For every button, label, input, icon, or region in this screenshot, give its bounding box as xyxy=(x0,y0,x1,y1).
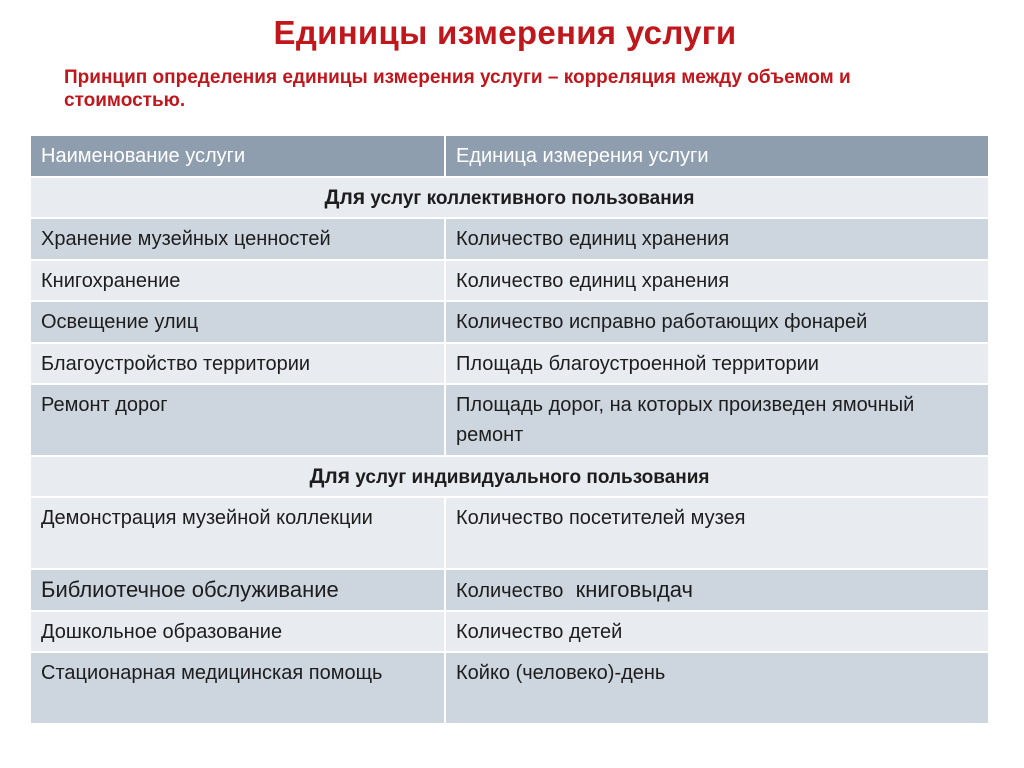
unit-rest: книговыдач xyxy=(563,577,694,602)
service-name: Ремонт дорог xyxy=(41,394,168,416)
page-title: Единицы измерения услуги xyxy=(273,14,737,51)
service-unit: Количество единиц хранения xyxy=(456,228,730,250)
table-row xyxy=(30,343,989,384)
section-title: услуг коллективного пользования xyxy=(365,187,695,209)
service-name: Демонстрация музейной коллекции xyxy=(41,507,373,529)
table-row xyxy=(30,218,989,260)
service-unit: Площадь благоустроенной территории xyxy=(456,353,819,375)
service-name: Библиотечное обслуживание xyxy=(41,577,339,602)
table-row xyxy=(30,611,989,652)
service-unit: Количество посетителей музея xyxy=(456,507,746,529)
section-prefix: Для xyxy=(324,185,366,209)
service-unit: Количество исправно работающих фонарей xyxy=(456,311,868,333)
service-unit: Количество единиц хранения xyxy=(456,270,730,292)
service-name: Стационарная медицинская помощь xyxy=(41,662,383,684)
service-name: Дошкольное образование xyxy=(41,621,283,643)
service-unit xyxy=(456,570,978,606)
page-subtitle: Принцип определения единицы измерения услуги – корреляция между объемом и стоимостью. xyxy=(64,67,851,111)
table-row xyxy=(30,652,989,724)
unit-prefix: Количество xyxy=(456,580,564,602)
header-service-name: Наименование услуги xyxy=(30,135,445,177)
table-row xyxy=(30,497,989,569)
service-name: Хранение музейных ценностей xyxy=(41,228,331,250)
service-name: Освещение улиц xyxy=(41,311,199,333)
section-prefix: Для xyxy=(309,464,351,488)
table-header-row xyxy=(30,135,989,177)
table-row xyxy=(30,569,989,611)
service-unit: Площадь дорог, на которых произведен ямочный ремонт xyxy=(456,394,915,446)
table-row xyxy=(30,260,989,301)
services-table xyxy=(29,134,990,725)
table-row xyxy=(30,301,989,343)
service-name: Книгохранение xyxy=(41,270,181,292)
service-name: Благоустройство территории xyxy=(41,353,311,375)
section-collective xyxy=(30,177,989,218)
service-unit: Количество детей xyxy=(456,621,623,643)
table-row xyxy=(30,384,989,456)
section-individual xyxy=(30,456,989,497)
header-service-unit: Единица измерения услуги xyxy=(445,135,989,177)
service-unit: Койко (человеко)-день xyxy=(456,662,666,684)
section-title: услуг индивидуального пользования xyxy=(350,466,710,488)
